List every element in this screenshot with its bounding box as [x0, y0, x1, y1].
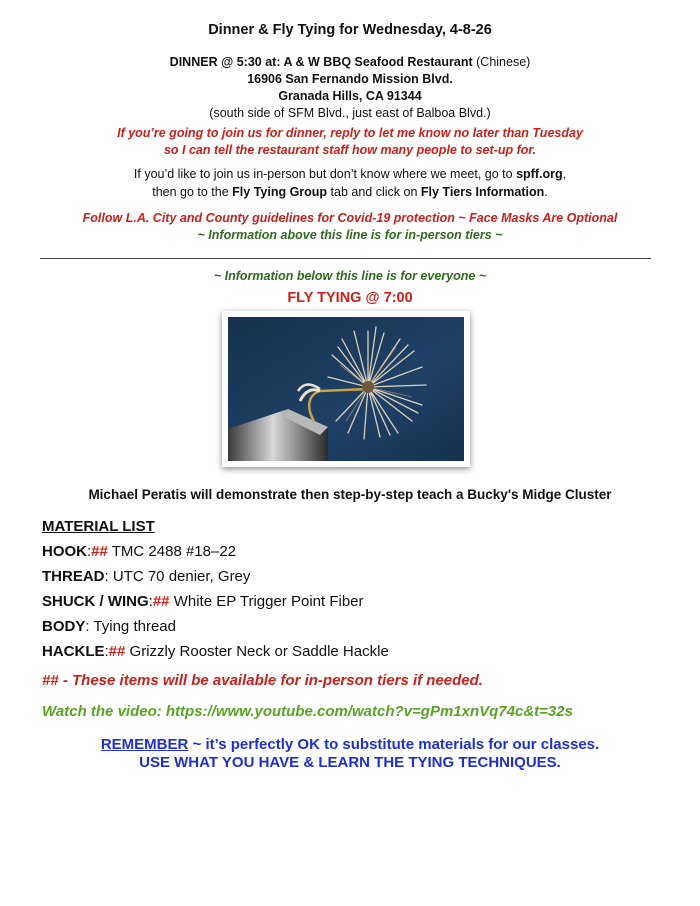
divider-line: [40, 258, 651, 259]
demo-description: Michael Peratis will demonstrate then step-by-step teach a Bucky's Midge Cluster: [88, 487, 612, 502]
remember-link[interactable]: REMEMBER: [100, 736, 189, 753]
rsvp-line-2: so I can tell the restaurant staff how many people to set-up for.: [163, 143, 537, 157]
hash-mark: ##: [108, 643, 126, 660]
join-line-1: [0, 165, 700, 183]
material-label: HOOK: [42, 543, 87, 560]
material-list-heading: MATERIAL LIST: [42, 518, 155, 535]
material-item-shuck-wing: [42, 589, 389, 614]
join-line-2-suffix: .: [544, 185, 548, 199]
covid-notice: Follow L.A. City and County guidelines for Covid-19 protection ~ Face Masks Are Optional: [82, 211, 618, 225]
fly-tying-title: FLY TYING @ 7:00: [287, 290, 413, 306]
material-list: [42, 514, 389, 664]
rsvp-line-1: If you’re going to join us for dinner, reply to let me know no later than Tuesday: [117, 126, 583, 140]
rsvp-notice: [0, 125, 700, 159]
material-label: SHUCK / WING: [42, 593, 149, 610]
dinner-address-street: 16906 San Fernando Mission Blvd.: [247, 72, 453, 86]
info-link-name: Fly Tiers Information: [420, 185, 545, 199]
material-item-thread: [42, 564, 389, 589]
material-value: UTC 70 denier, Grey: [112, 568, 251, 585]
remember-line-2: USE WHAT YOU HAVE & LEARN THE TYING TECHNIQUES.: [139, 754, 561, 771]
availability-note: ## - These items will be available for in-person tiers if needed.: [42, 672, 483, 689]
material-value: Tying thread: [93, 618, 176, 635]
site-name: spff.org: [516, 167, 563, 181]
material-value: Grizzly Rooster Neck or Saddle Hackle: [125, 643, 389, 660]
join-line-2-middle: tab and click on: [327, 185, 421, 199]
join-line-2: [0, 183, 700, 201]
hash-mark: ##: [91, 543, 108, 560]
remember-line-1: [0, 736, 700, 754]
material-item-body: [42, 614, 389, 639]
remember-line-1-text: ~ it’s perfectly OK to substitute materials for our classes.: [188, 736, 600, 753]
material-value: TMC 2488 #18–22: [107, 543, 237, 560]
material-sep: :: [85, 618, 94, 635]
dinner-cuisine: (Chinese): [476, 55, 531, 69]
material-sep: :: [104, 643, 109, 660]
dinner-location-note: (south side of SFM Blvd., just east of Balboa Blvd.): [209, 106, 491, 120]
dinner-time-venue: DINNER @ 5:30 at: A & W BBQ Seafood Restaurant: [169, 55, 473, 69]
midge-fly-image: [228, 317, 464, 461]
dinner-address-city: Granada Hills, CA 91344: [278, 89, 422, 103]
material-item-hackle: [42, 639, 389, 664]
join-line-2-prefix: then go to the: [152, 185, 233, 199]
material-sep: :: [87, 543, 92, 560]
video-link[interactable]: Watch the video: https://www.youtube.com/watch?v=gPm1xnVq74c&t=32s: [42, 703, 573, 720]
material-item-hook: [42, 539, 389, 564]
join-line-1-suffix: ,: [562, 167, 567, 181]
material-value: White EP Trigger Point Fiber: [169, 593, 364, 610]
dinner-info: [0, 54, 700, 122]
join-line-1-text: If you’d like to join us in-person but don’t know where we meet, go to: [133, 167, 517, 181]
dinner-line-1: [0, 54, 700, 71]
material-sep: :: [104, 568, 113, 585]
fly-photo: [222, 311, 470, 467]
material-label: HACKLE: [42, 643, 105, 660]
material-label: THREAD: [42, 568, 105, 585]
remember-note: [0, 736, 700, 772]
join-info: [0, 165, 700, 201]
hash-mark: ##: [152, 593, 170, 610]
material-sep: :: [148, 593, 153, 610]
everyone-divider-note: ~ Information below this line is for everyone ~: [213, 269, 487, 283]
material-label: BODY: [42, 618, 86, 635]
in-person-divider-note: ~ Information above this line is for in-person tiers ~: [197, 228, 503, 242]
page-title: Dinner & Fly Tying for Wednesday, 4-8-26: [208, 22, 492, 38]
tab-name: Fly Tying Group: [232, 185, 328, 199]
